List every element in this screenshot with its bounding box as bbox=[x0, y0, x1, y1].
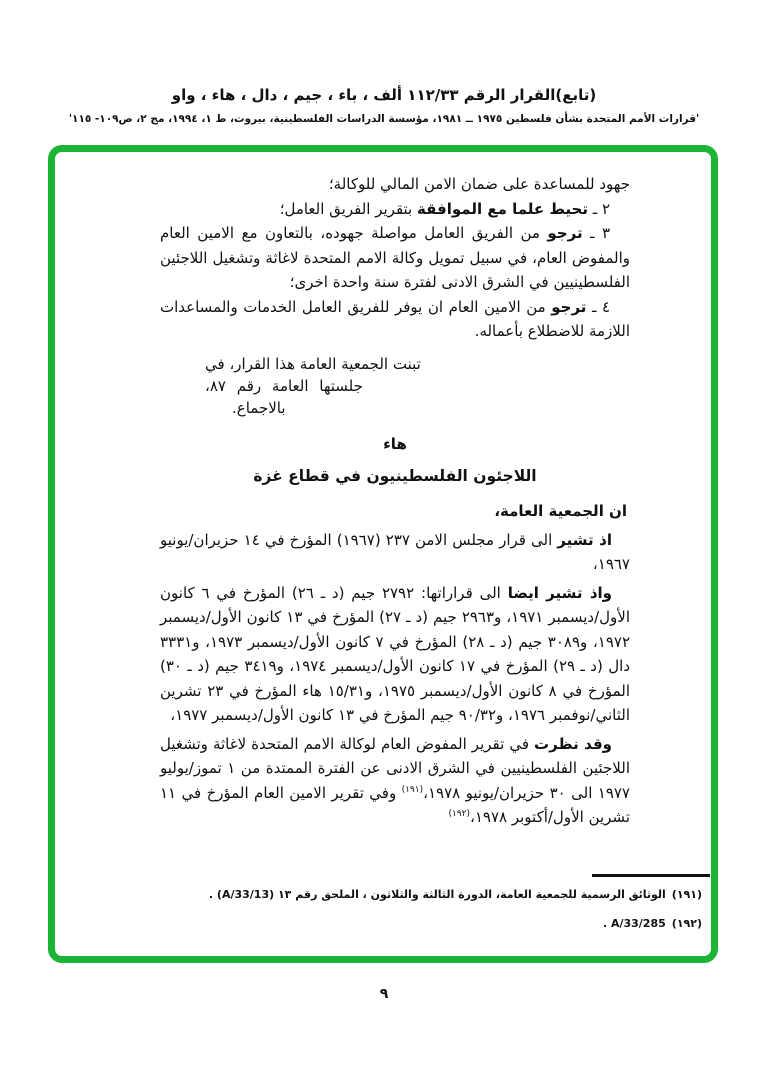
source-citation-line: 'قرارات الأمم المتحدة بشأن فلسطين ١٩٧٥ ــ ١٩٨١، مؤسسة الدراسات الفلسطينية، بيروت، ط ١، ١٩٩٤، مج ٢، ص١٠٩- ١١٥' bbox=[68, 113, 700, 125]
section-letter: هاء bbox=[383, 435, 407, 453]
operative-paragraph-2 bbox=[160, 197, 630, 222]
resolution-body-lower bbox=[160, 432, 630, 830]
footnote-text: الوثائق الرسمية للجمعية العامة، الدورة الثالثة والثلاثون ، الملحق رقم ١٣ (A/33/13) . bbox=[208, 888, 666, 901]
paragraph-number: ٣ ـ bbox=[582, 224, 610, 242]
preamble-text: الى قرار مجلس الامن ٢٣٧ (١٩٦٧) المؤرخ في ١٤ حزيران/يونيو ١٩٦٧، bbox=[160, 530, 630, 573]
footnote-reference-192: (١٩٢) bbox=[448, 809, 470, 819]
footnote-192 bbox=[202, 909, 702, 938]
preamble-lead: وقد نظرت bbox=[534, 734, 612, 753]
operative-paragraph-4 bbox=[160, 295, 630, 344]
footnote-text: A/33/285 . bbox=[602, 917, 666, 930]
footnote-reference-191: (١٩١) bbox=[401, 784, 424, 795]
preamble-lead: اذ تشير bbox=[557, 530, 612, 549]
footnote-191 bbox=[202, 880, 702, 909]
page-number: ٩ bbox=[379, 986, 389, 1002]
continuation-line: جهود للمساعدة على ضمان الامن المالي للوكالة؛ bbox=[328, 175, 630, 193]
footnote-label: (١٩٢) bbox=[671, 917, 702, 930]
paragraph-number: ٢ ـ bbox=[588, 199, 610, 218]
footnote-label: (١٩١) bbox=[671, 888, 702, 901]
preamble-text: الى قراراتها: ٢٧٩٢ جيم (د ـ ٢٦) المؤرخ في ٦ كانون الأول/ديسمبر ١٩٧١، و٢٩٦٣ جيم (د ـ ٢٧) المؤرخ في ١٣ كانون الأول/ديسمبر ١٩٧٢، و٣٠٨٩ جيم (د ـ ٢٨) المؤرخ في ٧ كانون الأول/ديسمبر ١٩٧٣، و٣٣٣١ دال (د ـ ٢٩) المؤرخ في ١٧ كانون الأول/ديسمبر ١٩٧٤، و٣٤١٩ جيم (د ـ ٣٠) المؤرخ في ٨ كانون الأول/ديسمبر ١٩٧٥، و١٥/٣١ هاء المؤرخ في ٢٣ تشرين الثاني/نوفمبر ١٩٧٦، و٩٠/٣٢ جيم المؤرخ في ١٣ كانون الأول/ديسمبر ١٩٧٧، bbox=[160, 583, 631, 724]
paragraph-text: من الامين العام ان يوفر للفريق العامل الخدمات والمساعدات اللازمة للاضطلاع بأعماله. bbox=[160, 297, 630, 340]
paragraph-text: من الفريق العامل مواصلة جهوده، بالتعاون مع الامين العام والمفوض العام، في سبيل تمويل وكالة الامم المتحدة لاغاثة وتشغيل اللاجئين الفلسطينيين في الشرق الادنى لفترة سنة واحدة اخرى؛ bbox=[160, 224, 630, 291]
footnote-separator-rule bbox=[592, 874, 710, 877]
adoption-line-1: تبنت الجمعية العامة هذا القرار، في bbox=[205, 355, 421, 373]
preamble-text: وفي تقرير الامين العام المؤرخ في ١١ تشرين الأول/أكتوبر ١٩٧٨، bbox=[160, 783, 630, 826]
paragraph-lead: تحيط علما مع الموافقة bbox=[417, 199, 588, 218]
preamble-text: في تقرير المفوض العام لوكالة الامم المتحدة لاغاثة وتشغيل اللاجئين الفلسطينيين في الشرق الادنى عن الفترة الممتدة من ١ تموز/يوليو ١٩٧٧ الى ٣٠ حزيران/يونيو ١٩٧٨، bbox=[160, 734, 630, 802]
preamble-paragraph-2 bbox=[160, 581, 630, 728]
section-opening: ان الجمعية العامة، bbox=[494, 502, 627, 520]
paragraph-text: بتقرير الفريق العامل؛ bbox=[279, 199, 418, 218]
resolution-body-upper bbox=[160, 172, 630, 344]
paragraph-lead: ترجو bbox=[547, 224, 583, 242]
resolution-header-title: (تابع)القرار الرقم ١١٢/٣٣ ألف ، باء ، جيم ، دال ، هاء ، واو bbox=[171, 86, 597, 104]
section-title: اللاجئون الفلسطينيون في قطاع غزة bbox=[253, 466, 537, 485]
adoption-line-2: جلستها العامة رقم ٨٧، bbox=[205, 377, 363, 395]
preamble-lead: واذ تشير ايضا bbox=[507, 583, 612, 602]
preamble-paragraph-3 bbox=[160, 732, 630, 830]
paragraph-number: ٤ ـ bbox=[586, 297, 610, 316]
footnotes-block bbox=[202, 880, 702, 938]
preamble-paragraph-1 bbox=[160, 528, 630, 577]
paragraph-lead: ترجو bbox=[551, 297, 587, 316]
adoption-note bbox=[205, 353, 483, 419]
operative-paragraph-3 bbox=[160, 221, 630, 295]
adoption-line-3: بالاجماع. bbox=[232, 399, 286, 417]
